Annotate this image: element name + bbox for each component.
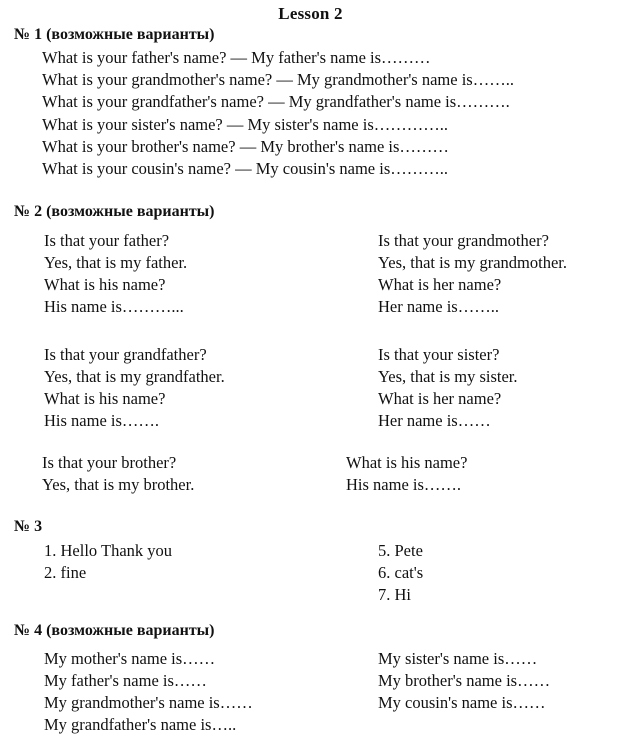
ex1-heading: № 1 (возможные варианты) — [14, 26, 215, 43]
ex2-line: His name is………... — [44, 297, 184, 316]
ex3-line: 2. fine — [44, 563, 87, 582]
ex2-line: What is his name? — [44, 389, 166, 408]
ex4-line: My mother's name is…… — [44, 649, 216, 668]
ex2-line: Is that your sister? — [378, 345, 500, 364]
ex2-line: What is her name? — [378, 389, 502, 408]
ex1-line: What is your cousin's name? — My cousin's name is……….. — [42, 159, 449, 178]
ex4-line: My father's name is…… — [44, 671, 207, 690]
ex1-line: What is your sister's name? — My sister's name is………….. — [42, 115, 449, 134]
ex2-line: Her name is…….. — [378, 297, 499, 316]
ex1-line: What is your grandfather's name? — My grandfather's name is………. — [42, 92, 510, 111]
ex4-line: My sister's name is…… — [378, 649, 538, 668]
ex4-line: My brother's name is…… — [378, 671, 551, 690]
ex1-line: What is your father's name? — My father's name is……… — [42, 48, 431, 67]
ex2-line: Yes, that is my sister. — [378, 367, 518, 386]
ex4-line: My grandfather's name is….. — [44, 715, 237, 734]
ex3-line: 5. Pete — [378, 541, 423, 560]
ex2-line: Is that your father? — [44, 231, 170, 250]
ex2-line: What is her name? — [378, 275, 502, 294]
lesson-title: Lesson 2 — [278, 4, 343, 23]
ex2-line: Yes, that is my father. — [44, 253, 188, 272]
ex3-heading: № 3 — [14, 518, 43, 535]
ex2-line: Yes, that is my brother. — [42, 475, 195, 494]
ex2-line: Yes, that is my grandmother. — [378, 253, 567, 272]
ex1-line: What is your brother's name? — My brother's name is……… — [42, 137, 449, 156]
ex2-line: Her name is…… — [378, 411, 491, 430]
ex3-line: 1. Hello Thank you — [44, 541, 173, 560]
ex4-line: My grandmother's name is…… — [44, 693, 253, 712]
ex2-line: Is that your grandfather? — [44, 345, 207, 364]
ex2-line: His name is……. — [346, 475, 462, 494]
ex2-line: Is that your grandmother? — [378, 231, 549, 250]
ex2-line: Is that your brother? — [42, 453, 177, 472]
ex2-line: His name is……. — [44, 411, 160, 430]
ex2-line: Yes, that is my grandfather. — [44, 367, 225, 386]
ex2-heading: № 2 (возможные варианты) — [14, 203, 215, 220]
ex4-heading: № 4 (возможные варианты) — [14, 622, 215, 639]
ex3-line: 7. Hi — [378, 585, 411, 604]
ex3-line: 6. cat's — [378, 563, 424, 582]
ex4-line: My cousin's name is…… — [378, 693, 546, 712]
ex2-line: What is his name? — [346, 453, 468, 472]
ex1-line: What is your grandmother's name? — My grandmother's name is…….. — [42, 70, 514, 89]
ex2-line: What is his name? — [44, 275, 166, 294]
